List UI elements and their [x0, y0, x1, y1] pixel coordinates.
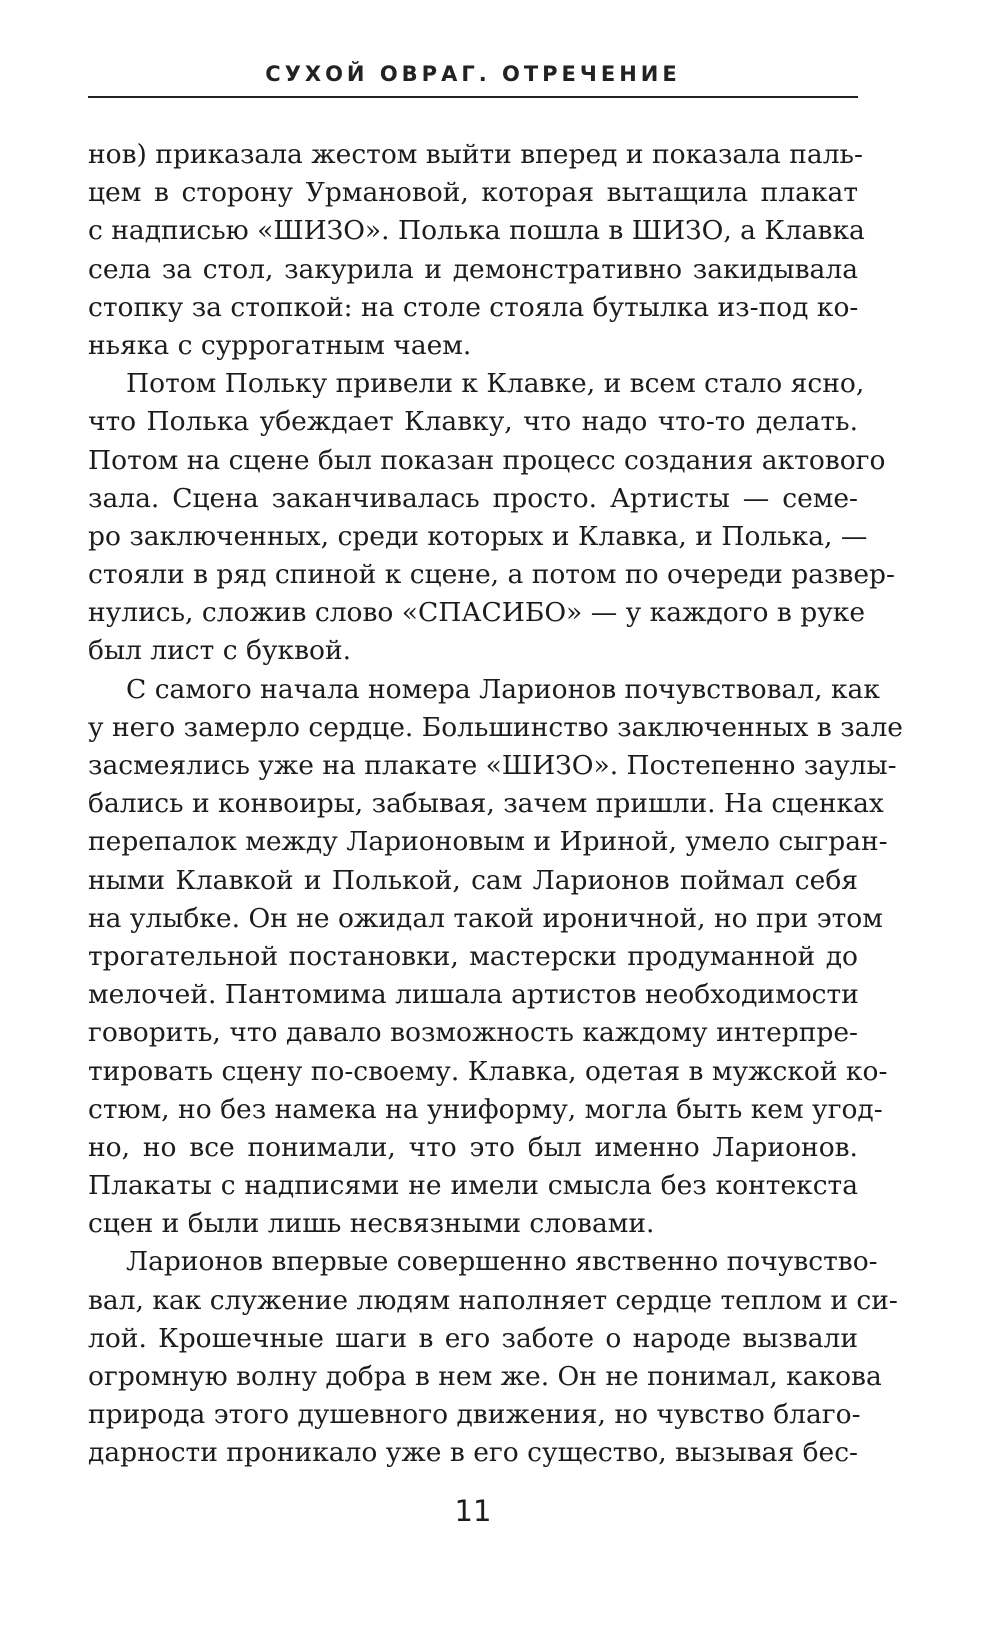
text-line: Ларионов впервые совершенно явственно почувство- [126, 1246, 878, 1278]
text-line: бались и конвоиры, забывая, зачем пришли. На сценках [88, 788, 884, 820]
text-line: вал, как служение людям наполняет сердце теплом и си- [88, 1284, 898, 1316]
text-line: стюм, но без намека на униформу, могла быть кем угод- [88, 1093, 883, 1125]
text-line: но, но все понимали, что это был именно Ларионов. [88, 1131, 858, 1163]
text-line: цем в сторону Урмановой, которая вытащила плакат [88, 177, 858, 209]
text-line: был лист с буквой. [88, 635, 352, 667]
text-line: говорить, что давало возможность каждому интерпре- [88, 1017, 858, 1049]
page-number: 11 [454, 1494, 492, 1528]
text-line: перепалок между Ларионовым и Ириной, умело сыгран- [88, 826, 888, 858]
text-line: Плакаты с надписями не имели смысла без контекста [88, 1170, 858, 1202]
text-line: ро заключенных, среди которых и Клавка, и Полька, — [88, 520, 868, 552]
body-text [88, 136, 903, 1473]
text-line: стопку за стопкой: на столе стояла бутылка из-под ко- [88, 291, 859, 323]
text-line: нулись, сложив слово «СПАСИБО» — у каждого в руке [88, 597, 866, 629]
text-line: тировать сцену по-своему. Клавка, одетая в мужской ко- [88, 1055, 888, 1087]
text-line: лой. Крошечные шаги в его заботе о народе вызвали [88, 1322, 858, 1354]
text-line: ными Клавкой и Полькой, сам Ларионов поймал себя [88, 864, 858, 896]
header-rule [88, 96, 858, 98]
text-line: на улыбке. Он не ожидал такой ироничной, но при этом [88, 902, 883, 934]
text-line: Потом на сцене был показан процесс создания актового [88, 444, 886, 476]
text-line: трогательной постановки, мастерски продуманной до [88, 940, 858, 972]
text-line: зала. Сцена заканчивалась просто. Артисты — семе- [88, 482, 858, 514]
text-line: села за стол, закурила и демонстративно закидывала [88, 253, 858, 285]
text-line: Потом Польку привели к Клавке, и всем стало ясно, [126, 368, 865, 400]
text-line: огромную волну добра в нем же. Он не понимал, какова [88, 1361, 882, 1392]
running-head-title: СУХОЙ ОВРАГ. ОТРЕЧЕНИЕ [265, 62, 681, 86]
text-line: с надписью «ШИЗО». Полька пошла в ШИЗО, а Клавка [88, 215, 865, 247]
text-line: засмеялись уже на плакате «ШИЗО». Постепенно заулы- [88, 750, 897, 781]
text-line: дарности проникало уже в его существо, вызывая бес- [88, 1437, 858, 1469]
text-line: что Полька убеждает Клавку, что надо что-то делать. [88, 406, 858, 438]
text-line: у него замерло сердце. Большинство заключенных в зале [88, 711, 903, 743]
text-line: мелочей. Пантомима лишала артистов необходимости [88, 979, 859, 1011]
text-line: нов) приказала жестом выйти вперед и показала паль- [88, 139, 863, 170]
text-line: сцен и были лишь несвязными словами. [88, 1208, 655, 1240]
text-line: ньяка с суррогатным чаем. [88, 329, 472, 361]
text-line: С самого начала номера Ларионов почувствовал, как [126, 673, 880, 705]
text-line: стояли в ряд спиной к сцене, а потом по очереди развер- [88, 559, 895, 591]
text-line: природа этого душевного движения, но чувство благо- [88, 1399, 861, 1431]
